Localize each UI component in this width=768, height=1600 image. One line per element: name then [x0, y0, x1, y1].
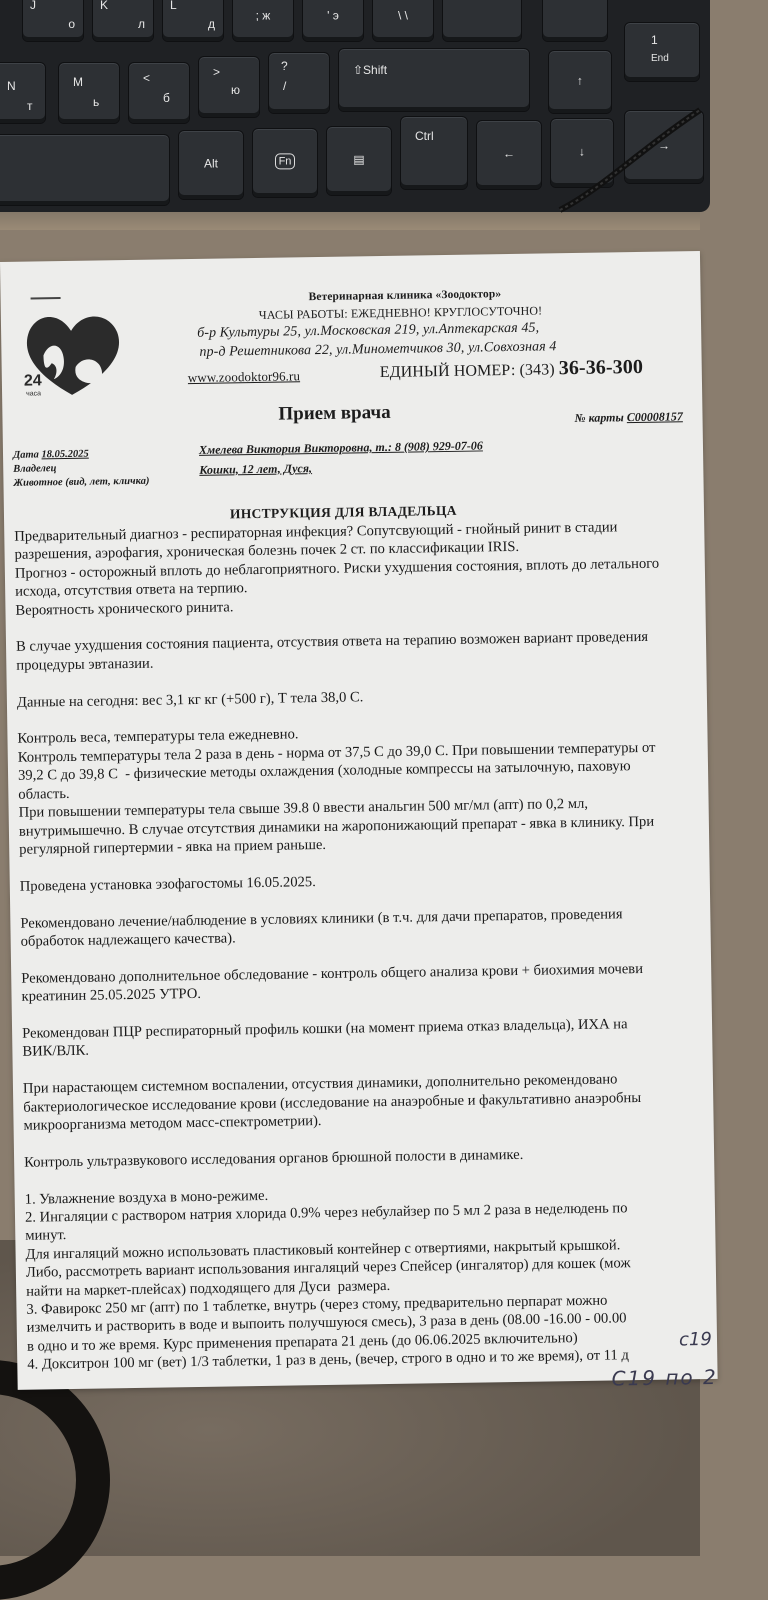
instruction-body: Предварительный диагноз - респираторная инфекция? Сопутсвующий - гнойный ринит в стадии разрешения, аэрофагия, хроническая болезнь почек 2 ст. по классификации IRIS. Прогноз - осторожный вплоть до неблагоприятного. Риски ухудшения состояния, вплоть до летального исхода, отсутствия ответа на терпию. Вероятность хронического ринита. В случае ухудшения состояния пациента, отсуствия ответа на терапию возможен вариант проведения процедуры эвтаназии. Данные на сегодня: вес 3,1 кг кг (+500 г), Т тела 38,0 С. Контроль веса, температуры тела ежедневно. Контроль температуры тела 2 раза в день - норма от 37,5 С до 39,0 С. При повышении температуры от 39,2 С до 39,8 С - физические методы охлаждения (холодные компрессы на затылочную, паховую область. При повышении температуры тела свыше 39.8 0 ввести анальгин 500 мг/мл (апт) по 0,2 мл, внутримышечно. В случае отсутствия динамики на жаропонижающий препарат - явка в клинику. При регулярной гипертермии - явка на прием раньше. Проведена установка эзофагостомы 16.05.2025. Рекомендовано лечение/наблюдение в условиях клиники (в т.ч. для дачи препаратов, проведения обработок надлежащего качества). Рекомендовано дополнительное обследование - контроль общего анализа крови + биохимия мочеви креатинин 25.05.2025 УТРО. Рекомендован ПЦР респираторный профиль кошки (на момент приема отказ владельца), ИХА на ВИК/ВЛК. При нарастающем системном воспалении, отсуствия динамики, дополнительно рекомендовано бактериологическое исследование крови (исследование на анаэробные и факультативно анаэробны микроорганизма методом масс-спектрометрии). Контроль ультразвукового исследования органов брюшной полости в динамике. 1. Увлажнение воздуха в моно-режиме. 2. Ингаляции с раствором натрия хлорида 0.9% через небулайзер по 5 мл 2 раза в неделюдень по минут. Для ингаляций можно использовать пластиковый контейнер с отвертиями, накрытый крышкой. Либо, рассмотреть вариант использования ингаляций через Спейсер (ингалятор) для кошек (мож найти на маркет-плейсах) подходящего для Дуси размера. 3. Фавирокс 250 мг (апт) по 1 таблетке, внутрь (через стому, предварительно перпарат можно измелчить и растворить в воде и выпоить получшуюся смесь), 3 раза в день (08.00 -16.00 - 00.00 в одно и то же время. Курс применения препарата 21 день (до 06.06.2025 включительно) 4. Докситрон 100 мг (вет) 1/3 таблетки, 1 раз в день, (вечер, строго в одно и то же время), от 11 д — [14, 519, 660, 1373]
handwritten-note-2: С19 по 2 — [611, 1364, 718, 1391]
key-n-latin: N — [7, 79, 16, 93]
key-period-cyrillic: ю — [231, 83, 240, 97]
keyboard — [0, 0, 700, 230]
working-hours: ЧАСЫ РАБОТЫ: ЕЖЕДНЕВНО! КРУГЛОСУТОЧНО! — [258, 303, 543, 322]
address-line-2: пр-д Решетникова 22, ул.Минометчиков 30, ул.Совхозная 4 — [199, 339, 557, 360]
key-m[interactable] — [58, 62, 120, 124]
logo-hours: часа — [26, 390, 42, 398]
key-m-cyrillic: ь — [93, 95, 100, 109]
key-semicolon[interactable] — [232, 0, 294, 42]
key-numpad-1-label: 1 — [651, 33, 658, 47]
arrow-up-icon: ↑ — [577, 73, 583, 88]
date-value: 18.05.2025 — [41, 448, 89, 461]
key-space[interactable] — [0, 134, 170, 206]
key-arrow-down[interactable] — [550, 118, 614, 188]
key-k-latin: K — [100, 0, 109, 12]
key-slash-lower: / — [283, 79, 287, 93]
card-value: С00008157 — [626, 409, 683, 425]
key-j[interactable] — [22, 0, 84, 42]
animal-label: Животное (вид, лет, кличка) — [13, 475, 150, 489]
page-title: Прием врача — [278, 401, 391, 425]
key-ctrl-label: Ctrl — [415, 129, 434, 143]
clinic-website-link[interactable]: www.zoodoktor96.ru — [187, 368, 301, 386]
arrow-right-icon: → — [658, 138, 670, 153]
key-shift-label: ⇧Shift — [353, 63, 388, 77]
key-slash-upper: ? — [281, 59, 288, 73]
animal-value: Кошки, 12 лет, Дуся, — [199, 461, 313, 477]
key-enter[interactable] — [442, 0, 522, 42]
key-end-label: End — [651, 53, 669, 64]
key-f-upper[interactable] — [542, 0, 608, 42]
key-l-cyrillic: д — [207, 17, 215, 31]
key-alt-label: Alt — [203, 156, 218, 171]
key-shift-right[interactable] — [338, 48, 530, 112]
address-line-1: б-р Культуры 25, ул.Московская 219, ул.Аптекарская 45, — [197, 320, 540, 341]
clinic-document — [0, 251, 718, 1390]
key-m-latin: M — [73, 75, 83, 89]
key-backslash[interactable] — [372, 0, 434, 42]
key-alt-right[interactable] — [178, 130, 244, 200]
fn-box: Fn — [275, 153, 296, 169]
key-n-cyrillic: т — [27, 99, 33, 113]
key-comma[interactable] — [128, 62, 190, 124]
handwritten-note-1: с19 — [678, 1328, 712, 1351]
owner-label: Владелец — [13, 463, 57, 475]
key-k-cyrillic: л — [137, 17, 145, 31]
single-phone-number — [380, 356, 644, 383]
logo-24: 24 — [23, 372, 42, 390]
key-j-cyrillic: о — [68, 17, 75, 31]
key-slash[interactable] — [268, 52, 330, 114]
key-arrow-up[interactable] — [548, 50, 612, 114]
key-j-latin: J — [30, 0, 36, 12]
key-comma-latin: < — [143, 71, 151, 85]
section-title: ИНСТРУКЦИЯ ДЛЯ ВЛАДЕЛЬЦА — [229, 502, 457, 522]
key-period[interactable] — [198, 56, 260, 118]
key-period-latin: > — [213, 65, 221, 79]
arrow-left-icon: ← — [503, 146, 515, 161]
visit-date — [13, 449, 89, 461]
menu-icon: ▤ — [353, 152, 365, 167]
key-semicolon-label: ; ж — [255, 8, 271, 23]
key-numpad-1[interactable] — [624, 22, 700, 82]
key-arrow-left[interactable] — [476, 120, 542, 190]
key-backslash-label: \ \ — [397, 8, 408, 23]
key-menu[interactable] — [326, 126, 392, 196]
single-number-label: ЕДИНЫЙ НОМЕР: (343) — [379, 361, 555, 382]
key-ctrl-right[interactable] — [400, 116, 468, 190]
card-label: № карты — [574, 410, 624, 425]
clinic-name: Ветеринарная клиника «Зоодоктор» — [308, 288, 502, 304]
clinic-logo-icon — [13, 296, 133, 408]
arrow-down-icon: ↓ — [579, 144, 585, 159]
key-arrow-right[interactable] — [624, 110, 704, 184]
key-comma-cyrillic: б — [163, 91, 170, 105]
key-n[interactable] — [0, 62, 46, 124]
key-l[interactable] — [162, 0, 224, 42]
date-label: Дата — [12, 449, 39, 461]
key-fn[interactable] — [252, 128, 318, 198]
single-number-value: 36-36-300 — [558, 355, 644, 380]
key-l-latin: L — [170, 0, 177, 12]
key-fn-label — [253, 153, 317, 169]
owner-value: Хмелева Виктория Викторовна, т.: 8 (908) 929-07-06 — [198, 438, 483, 457]
key-k[interactable] — [92, 0, 154, 42]
card-number — [574, 409, 683, 426]
key-quote[interactable] — [302, 0, 364, 42]
key-quote-label: ' э — [327, 8, 339, 23]
